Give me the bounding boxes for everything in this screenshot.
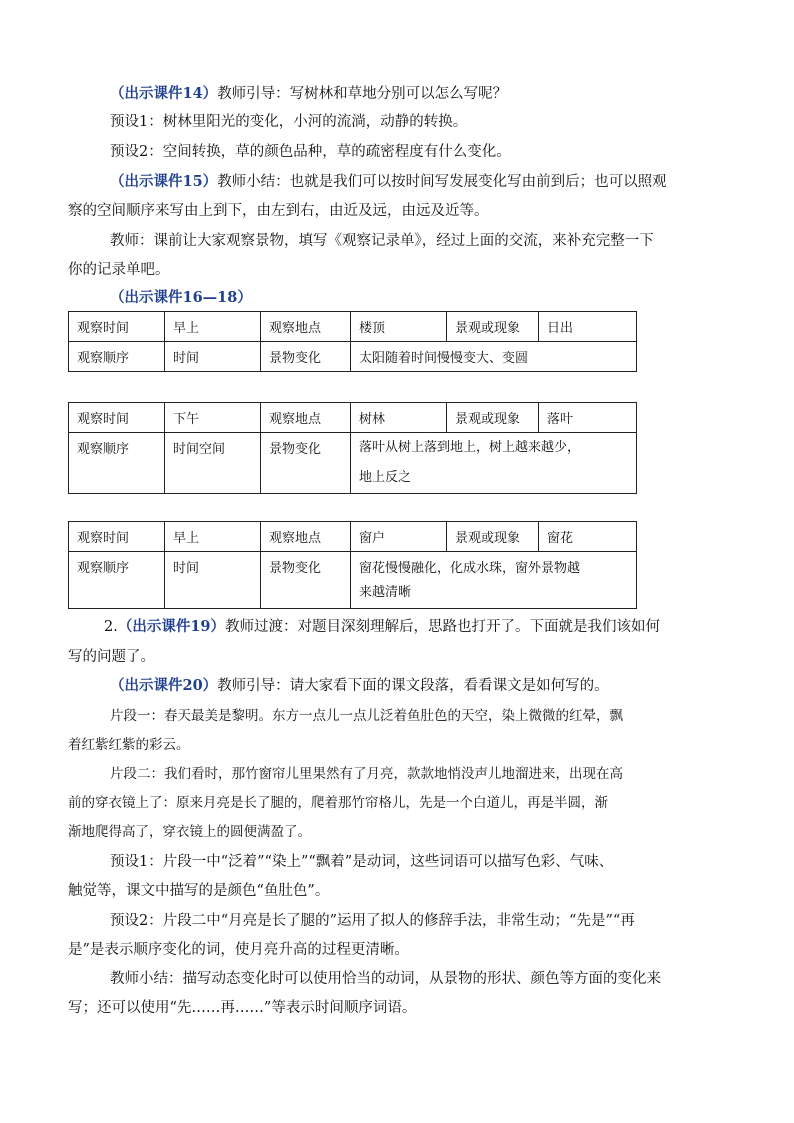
excerpt-line: 前的穿衣镜上了：原来月亮是长了腿的，爬着那竹帘格儿，先是一个白道儿，再是半圆，渐 bbox=[68, 795, 608, 811]
table-cell: 观察时间 bbox=[69, 312, 165, 342]
table-cell bbox=[351, 433, 637, 494]
paragraph-line: 写的问题了。 bbox=[68, 649, 155, 665]
paragraph-preset-1: 预设1：树林里阳光的变化，小河的流淌，动静的转换。 bbox=[110, 114, 468, 130]
paragraph-courseware-15 bbox=[110, 172, 667, 192]
table-row bbox=[69, 433, 637, 494]
paragraph-line: 写；还可以使用“先……再……”等表示时间顺序词语。 bbox=[68, 1000, 417, 1016]
table-row bbox=[69, 403, 637, 433]
paragraph-text: 教师引导：写树林和草地分别可以怎么写呢？ bbox=[217, 86, 508, 102]
paragraph-courseware-19 bbox=[104, 617, 660, 637]
table-row bbox=[69, 342, 637, 372]
table-cell: 日出 bbox=[539, 312, 637, 342]
table-cell: 景观或现象 bbox=[447, 522, 539, 552]
paragraph-line: 是”是表示顺序变化的词，使月亮升高的过程更清晰。 bbox=[68, 942, 409, 958]
table-cell: 树林 bbox=[351, 403, 447, 433]
paragraph-preset-2: 预设2：空间转换，草的颜色品种，草的疏密程度有什么变化。 bbox=[110, 144, 511, 160]
paragraph-line: 你的记录单吧。 bbox=[68, 262, 170, 278]
table-cell: 太阳随着时间慢慢变大、变圆 bbox=[351, 342, 637, 372]
cell-line: 地上反之 bbox=[359, 470, 412, 485]
table-cell: 早上 bbox=[165, 522, 261, 552]
paragraph-courseware-20 bbox=[110, 676, 609, 696]
table-cell: 观察时间 bbox=[69, 522, 165, 552]
paragraph-teacher: 教师：课前让大家观察景物，填写《观察记录单》，经过上面的交流，来补充完整一下 bbox=[110, 233, 654, 249]
paragraph-courseware-16-18 bbox=[110, 288, 252, 308]
table-row bbox=[69, 312, 637, 342]
cell-line: 落叶从树上落到地上，树上越来越少， bbox=[359, 440, 581, 455]
table-cell: 观察地点 bbox=[261, 312, 351, 342]
table-row bbox=[69, 552, 637, 609]
paragraph-preset-1b: 预设1：片段一中“泛着”“染上”“飘着”是动词，这些词语可以描写色彩、气味、 bbox=[110, 854, 614, 870]
courseware-label: （出示课件16—18） bbox=[110, 289, 252, 306]
observation-table-3 bbox=[68, 521, 637, 609]
paragraph-text: 教师过渡：对题目深刻理解后，思路也打开了。下面就是我们该如何 bbox=[225, 619, 661, 635]
table-cell: 观察顺序 bbox=[69, 552, 165, 609]
table-cell: 景物变化 bbox=[261, 433, 351, 494]
table-cell: 景观或现象 bbox=[447, 312, 539, 342]
courseware-label: （出示课件15） bbox=[110, 173, 218, 190]
observation-table-1 bbox=[68, 311, 637, 372]
table-row bbox=[69, 522, 637, 552]
courseware-label: （出示课件20） bbox=[110, 677, 218, 694]
table-cell: 早上 bbox=[165, 312, 261, 342]
table-cell: 观察顺序 bbox=[69, 433, 165, 494]
table-cell: 时间 bbox=[165, 552, 261, 609]
list-number: 2. bbox=[104, 619, 118, 635]
observation-table-2 bbox=[68, 402, 637, 494]
table-cell: 景物变化 bbox=[261, 552, 351, 609]
paragraph-line: 触觉等，课文中描写的是颜色“鱼肚色”。 bbox=[68, 883, 330, 899]
table-cell: 观察顺序 bbox=[69, 342, 165, 372]
table-cell: 时间 bbox=[165, 342, 261, 372]
paragraph-courseware-14 bbox=[110, 84, 507, 104]
table-cell: 时间空间 bbox=[165, 433, 261, 494]
paragraph-line: 察的空间顺序来写由上到下，由左到右，由近及远，由远及近等。 bbox=[68, 203, 489, 219]
cell-line: 来越清晰 bbox=[359, 585, 412, 600]
table-cell: 窗花 bbox=[539, 522, 637, 552]
excerpt-two: 片段二：我们看时，那竹窗帘儿里果然有了月亮，款款地悄没声儿地溜进来，出现在高 bbox=[110, 766, 623, 782]
paragraph-summary: 教师小结：描写动态变化时可以使用恰当的动词，从景物的形状、颜色等方面的变化来 bbox=[110, 971, 661, 987]
table-cell: 下午 bbox=[165, 403, 261, 433]
excerpt-line: 渐地爬得高了，穿衣镜上的圆便满盈了。 bbox=[68, 824, 311, 840]
table-cell: 景物变化 bbox=[261, 342, 351, 372]
cell-line: 窗花慢慢融化，化成水珠，窗外景物越 bbox=[359, 561, 581, 576]
table-cell: 景观或现象 bbox=[447, 403, 539, 433]
paragraph-text: 教师引导：请大家看下面的课文段落，看看课文是如何写的。 bbox=[217, 678, 609, 694]
courseware-label: （出示课件19） bbox=[117, 618, 226, 635]
excerpt-line: 着红紫红紫的彩云。 bbox=[68, 737, 190, 753]
table-cell: 观察地点 bbox=[261, 403, 351, 433]
table-cell: 楼顶 bbox=[351, 312, 447, 342]
paragraph-text: 教师小结：也就是我们可以按时间写发展变化写由前到后；也可以照观 bbox=[217, 174, 667, 190]
table-cell: 窗户 bbox=[351, 522, 447, 552]
table-cell: 观察时间 bbox=[69, 403, 165, 433]
table-cell bbox=[351, 552, 637, 609]
table-cell: 观察地点 bbox=[261, 522, 351, 552]
excerpt-one: 片段一：春天最美是黎明。东方一点儿一点儿泛着鱼肚色的天空，染上微微的红晕，飘 bbox=[110, 708, 623, 724]
paragraph-preset-2b: 预设2：片段二中“月亮是长了腿的”运用了拟人的修辞手法，非常生动；“先是”“再 bbox=[110, 913, 635, 929]
table-cell: 落叶 bbox=[539, 403, 637, 433]
courseware-label: （出示课件14） bbox=[110, 85, 218, 102]
